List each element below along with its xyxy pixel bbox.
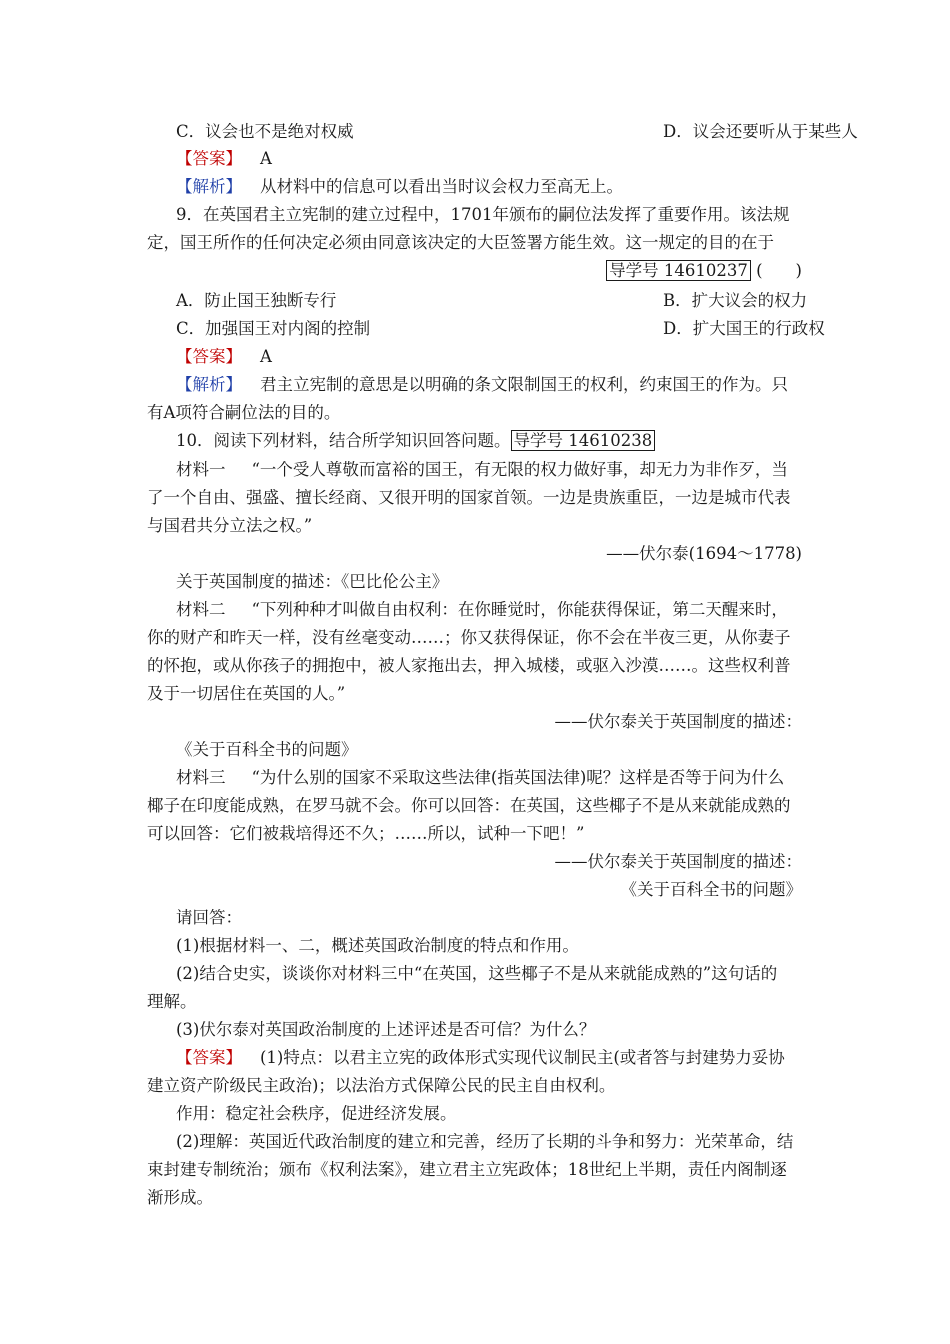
- sub-question-2-line1: (2)结合史实，谈谈你对材料三中“在英国，这些椰子不是从来就能成熟的”这句话的: [176, 964, 778, 983]
- q10-answer-effect: 作用：稳定社会秩序，促进经济发展。: [176, 1104, 457, 1123]
- q8-option-d: D．议会还要听从于某些人: [663, 122, 858, 141]
- material1-source-title: 关于英国制度的描述：《巴比伦公主》: [176, 572, 449, 591]
- material2-source-title: 《关于百科全书的问题》: [176, 740, 358, 759]
- q9-option-a: A．防止国王独断专行: [176, 291, 337, 310]
- q10-answer-line2: 建立资产阶级民主政治)；以法治方式保障公民的民主自由权利。: [147, 1076, 616, 1095]
- q10-guide-number: 导学号 14610238: [511, 430, 656, 451]
- material2-line4: 及于一切居住在英国的人。”: [147, 684, 346, 703]
- q10-answer-2-line3: 渐形成。: [147, 1188, 213, 1207]
- answer-value: A: [260, 347, 272, 366]
- material3-line1: [176, 767, 950, 789]
- q9-analysis-line1: [176, 374, 950, 396]
- material3-line2: 椰子在印度能成熟，在罗马就不会。你可以回答：在英国，这些椰子不是从来就能成熟的: [147, 796, 791, 815]
- q9-guide-number: 导学号 14610237: [606, 260, 751, 281]
- q9-guide-line: [606, 260, 802, 282]
- sub-question-2-line2: 理解。: [147, 992, 197, 1011]
- material2-line1: [176, 599, 950, 621]
- q8-answer: [176, 148, 950, 170]
- q9-analysis-line2: 有A项符合嗣位法的目的。: [147, 403, 341, 422]
- material1-text: “一个受人尊敬而富裕的国王，有无限的权力做好事，却无力为非作歹，当: [251, 460, 788, 479]
- material2-line2: 你的财产和昨天一样，没有丝毫变动……；你又获得保证，你不会在半夜三更，从你妻子: [147, 628, 791, 647]
- material1-line2: 了一个自由、强盛、擅长经商、又很开明的国家首领。一边是贵族重臣，一边是城市代表: [147, 488, 791, 507]
- analysis-text: 从材料中的信息可以看出当时议会权力至高无上。: [260, 177, 623, 196]
- material2-text: “下列种种才叫做自由权利：在你睡觉时，你能获得保证，第二天醒来时，: [251, 600, 788, 619]
- q8-option-c: C．议会也不是绝对权威: [176, 122, 354, 141]
- material1-source: ——伏尔泰(1694～1778): [606, 544, 802, 563]
- material2-source: ——伏尔泰关于英国制度的描述：: [554, 712, 802, 731]
- q9-answer: [176, 346, 950, 368]
- answer-tag: 【答案】: [176, 1048, 242, 1067]
- material1-line3: 与国君共分立法之权。”: [147, 516, 313, 535]
- analysis-tag: 【解析】: [176, 375, 242, 394]
- q9-option-b: B．扩大议会的权力: [663, 291, 808, 310]
- q9-option-d: D．扩大国王的行政权: [663, 319, 825, 338]
- material3-label: 材料三: [176, 768, 226, 787]
- sub-question-3: (3)伏尔泰对英国政治制度的上述评述是否可信？为什么？: [176, 1020, 596, 1039]
- q8-options-cd: [176, 121, 950, 143]
- q9-paren: ( ): [756, 261, 802, 280]
- question-prompt: 请回答：: [176, 908, 242, 927]
- answer-tag: 【答案】: [176, 347, 242, 366]
- q10-stem: [176, 430, 950, 452]
- material2-line3: 的怀抱，或从你孩子的拥抱中，被人家拖出去，押入城楼，或驱入沙漠……。这些权利普: [147, 656, 791, 675]
- material3-source-title: 《关于百科全书的问题》: [620, 880, 802, 899]
- material3-line3: 可以回答：它们被栽培得还不久；……所以，试种一下吧！”: [147, 824, 585, 843]
- sub-question-1: (1)根据材料一、二，概述英国政治制度的特点和作用。: [176, 936, 579, 955]
- q10-answer-2-line2: 束封建专制统治；颁布《权利法案》，建立君主立宪政体；18世纪上半期，责任内阁制逐: [147, 1160, 787, 1179]
- q9-options-ab: [176, 290, 950, 312]
- q10-answer-2-line1: (2)理解：英国近代政治制度的建立和完善，经历了长期的斗争和努力：光荣革命，结: [176, 1132, 794, 1151]
- material1-label: 材料一: [176, 460, 226, 479]
- material3-text: “为什么别的国家不采取这些法律(指英国法律)呢？这样是否等于问为什么: [251, 768, 785, 787]
- material3-source: ——伏尔泰关于英国制度的描述：: [554, 852, 802, 871]
- q10-stem-text: 10．阅读下列材料，结合所学知识回答问题。: [176, 431, 511, 450]
- q9-stem-line2: 定，国王所作的任何决定必须由同意该决定的大臣签署方能生效。这一规定的目的在于: [147, 233, 774, 252]
- q10-answer-line1: [176, 1047, 950, 1069]
- material1-line1: [176, 459, 950, 481]
- answer-value: A: [260, 149, 272, 168]
- answer-tag: 【答案】: [176, 149, 242, 168]
- q9-stem-line1: 9．在英国君主立宪制的建立过程中，1701年颁布的嗣位法发挥了重要作用。该法规: [176, 205, 790, 224]
- q9-options-cd: [176, 318, 950, 340]
- q8-analysis: [176, 176, 950, 198]
- analysis-tag: 【解析】: [176, 177, 242, 196]
- material2-label: 材料二: [176, 600, 226, 619]
- analysis-text: 君主立宪制的意思是以明确的条文限制国王的权利，约束国王的作为。只: [260, 375, 788, 394]
- answer-text: (1)特点：以君主立宪的政体形式实现代议制民主(或者答与封建势力妥协: [260, 1048, 785, 1067]
- q9-option-c: C．加强国王对内阁的控制: [176, 319, 371, 338]
